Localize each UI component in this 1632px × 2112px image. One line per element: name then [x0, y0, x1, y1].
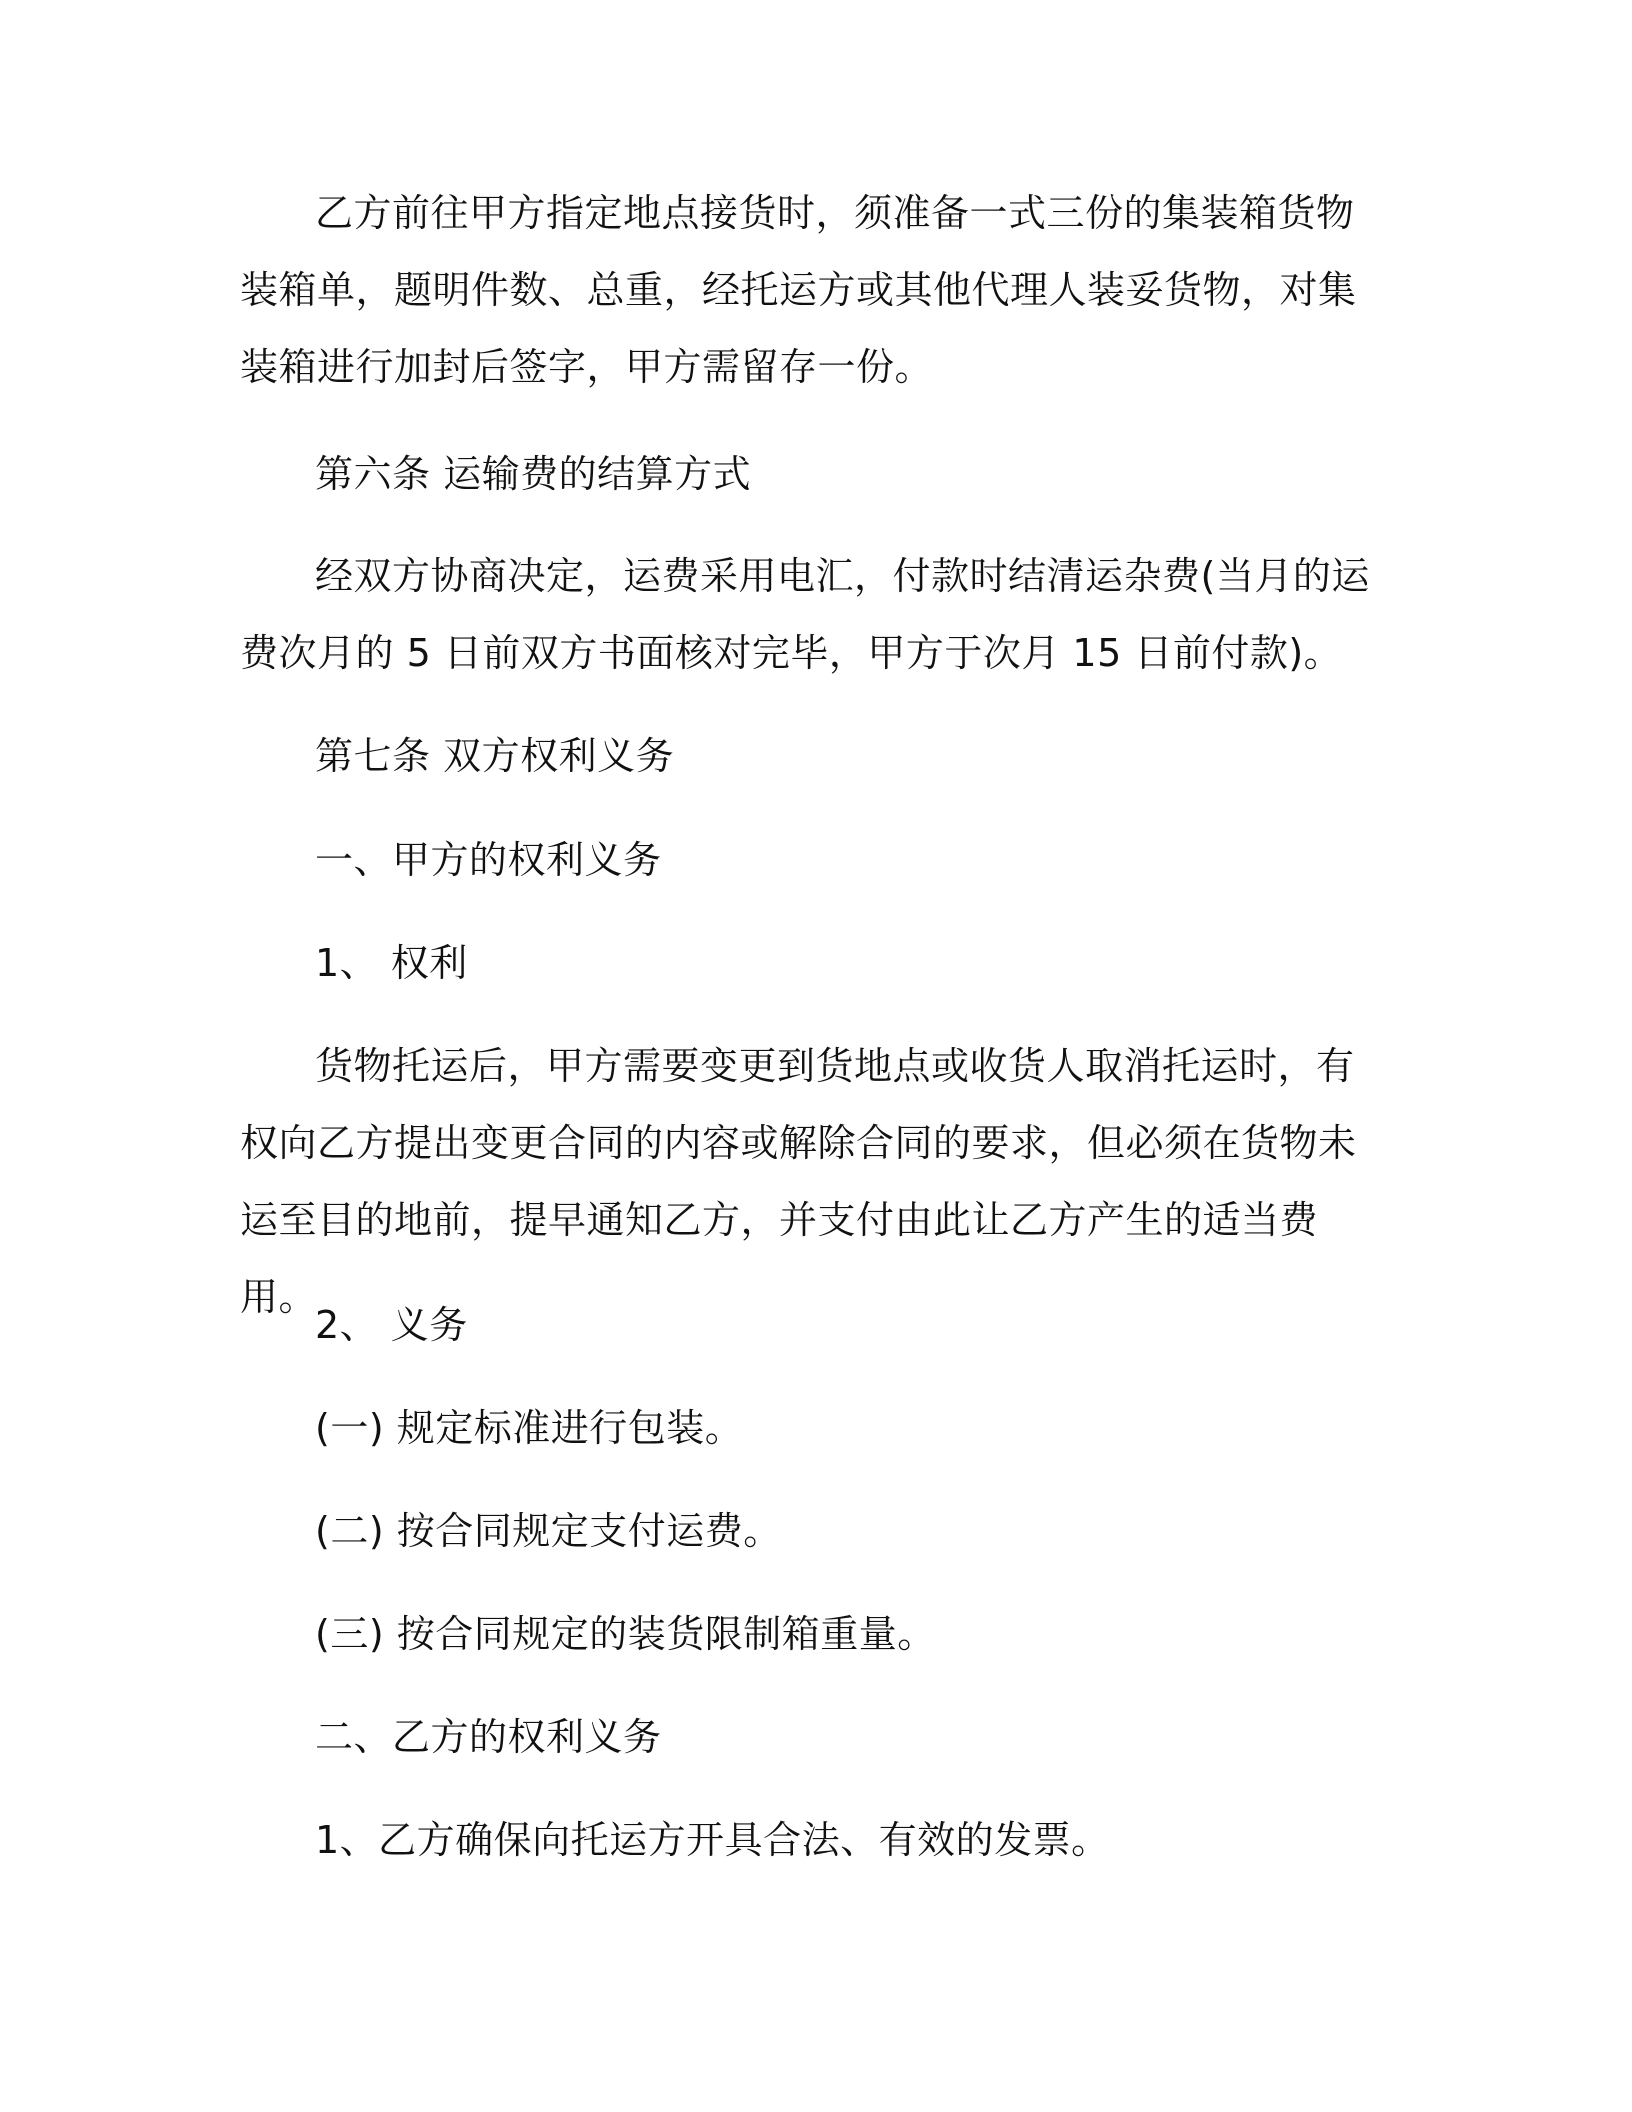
article-7-heading: 第七条 双方权利义务 — [315, 734, 675, 778]
duties-item-heading: 2、 义务 — [315, 1303, 468, 1347]
party-a-section-heading: 一、甲方的权利义务 — [315, 838, 662, 882]
rights-item-heading: 1、 权利 — [315, 941, 468, 985]
duty-item-2: (二) 按合同规定支付运费。 — [315, 1509, 782, 1553]
duty-item-1: (一) 规定标准进行包装。 — [315, 1406, 744, 1450]
party-b-section-heading: 二、乙方的权利义务 — [315, 1715, 662, 1759]
paragraph-rights: 货物托运后，甲方需要变更到货地点或收货人取消托运时，有权向乙方提出变更合同的内容或解除合同的要求，但必须在货物未运至目的地前，提早通知乙方，并支付由此让乙方产生的适当费用。 — [240, 1044, 1357, 1319]
article-6-heading: 第六条 运输费的结算方式 — [315, 452, 752, 496]
party-b-item-1: 1、乙方确保向托运方开具合法、有效的发票。 — [315, 1818, 1110, 1862]
paragraph-payment-terms: 经双方协商决定，运费采用电汇，付款时结清运杂费(当月的运费次月的 5 日前双方书面核对完毕，甲方于次月 15 日前付款)。 — [240, 554, 1370, 675]
duty-item-3: (三) 按合同规定的装货限制箱重量。 — [315, 1612, 936, 1656]
paragraph-pickup-packing-list: 乙方前往甲方指定地点接货时，须准备一式三份的集装箱货物装箱单，题明件数、总重，经托运方或其他代理人装妥货物，对集装箱进行加封后签字，甲方需留存一份。 — [240, 191, 1357, 389]
